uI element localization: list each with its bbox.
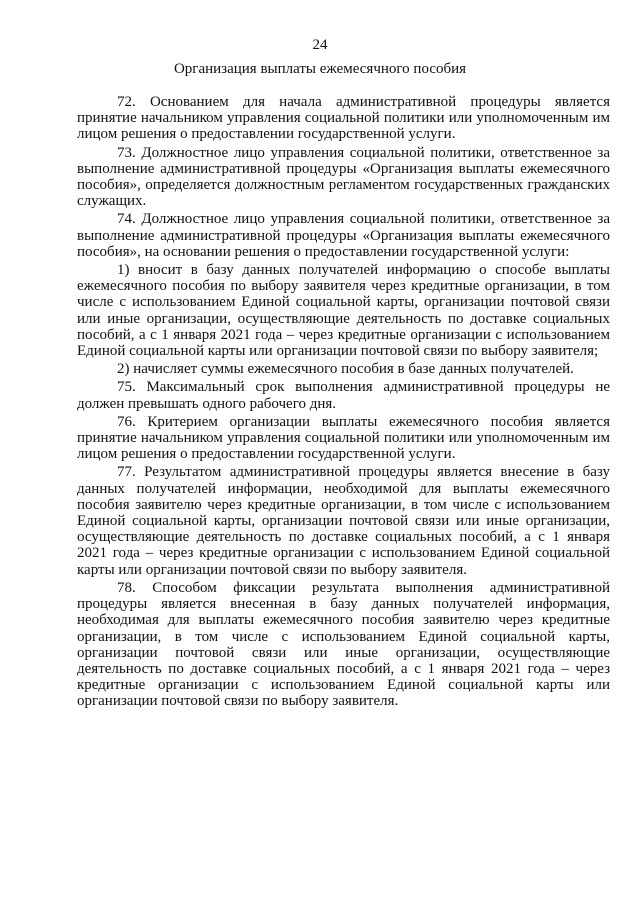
page-number: 24 [312,37,328,53]
paragraph-77: 77. Результатом административной процедуры является внесение в базу данных получателей информации, необходимой для выплаты ежемесячного пособия заявителю через кредитные организации, в том числе с использованием Единой социальной карты, организации почтовой связи или иные организации, осуществляющие деятельность по доставке социальных пособий, а с 1 января 2021 года – через кредитные организации с использованием Единой социальной карты или организации почтовой связи по выбору заявителя. [77,464,610,578]
paragraph-75: 75. Максимальный срок выполнения административной процедуры не должен превышать одного рабочего дня. [77,379,610,412]
paragraph-74: 74. Должностное лицо управления социальной политики, ответственное за выполнение административной процедуры «Организация выплаты ежемесячного пособия», на основании решения о предоставлении государственной услуги: [77,211,610,260]
section-title: Организация выплаты ежемесячного пособия [173,61,467,77]
paragraph-72: 72. Основанием для начала административной процедуры является принятие начальником управления социальной политики или уполномоченным им лицом решения о предоставлении государственной услуги. [77,94,610,143]
paragraph-74-item-1: 1) вносит в базу данных получателей информацию о способе выплаты ежемесячного пособия по выбору заявителя через кредитные организации, в том числе с использованием Единой социальной карты, организации почтовой связи или иные организации, осуществляющие деятельность по доставке социальных пособий, а с 1 января 2021 года – через кредитные организации с использованием Единой социальной карты или организации почтовой связи по выбору заявителя; [77,262,610,360]
paragraph-73: 73. Должностное лицо управления социальной политики, ответственное за выполнение административной процедуры «Организация выплаты ежемесячного пособия», определяется должностным регламентом государственных гражданских служащих. [77,144,610,210]
paragraph-74-item-2: 2) начисляет суммы ежемесячного пособия в базе данных получателей. [117,361,574,378]
paragraph-78: 78. Способом фиксации результата выполнения административной процедуры является внесенная в базу данных получателей информация, необходимая для выплаты ежемесячного пособия заявителю через кредитные организации, в том числе с использованием Единой социальной карты, организации почтовой связи или иные организации, осуществляющие деятельность по доставке социальных пособий, а с 1 января 2021 года – через кредитные организации с использованием Единой социальной карты или организации почтовой связи по выбору заявителя. [77,579,610,710]
document-body [77,94,610,712]
paragraph-76: 76. Критерием организации выплаты ежемесячного пособия является принятие начальником управления социальной политики или уполномоченным им лицом решения о предоставлении государственной услуги. [77,413,610,463]
